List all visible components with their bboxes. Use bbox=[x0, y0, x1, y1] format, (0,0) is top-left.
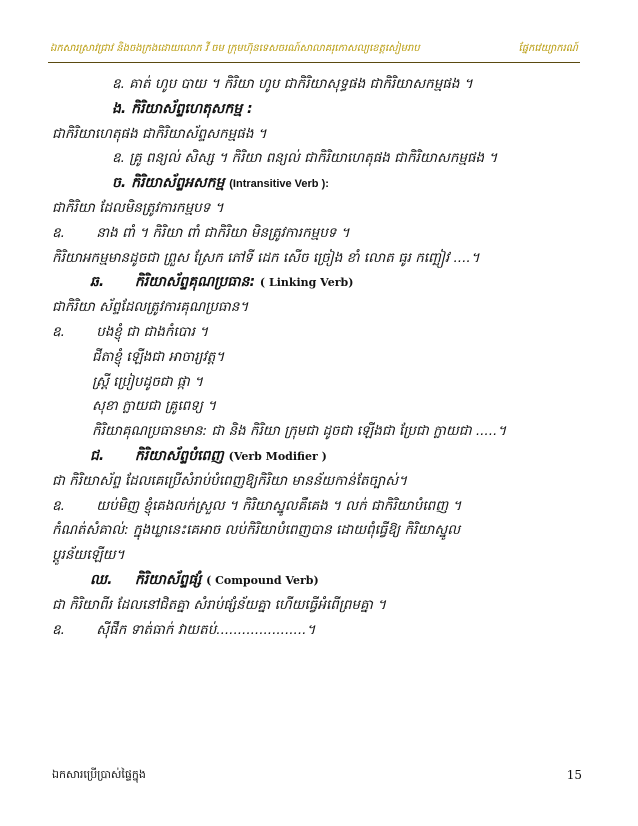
example-line: ឧ. បងខ្ញុំ ជា ជាងកំបោរ ។ bbox=[52, 320, 592, 345]
section-marker: ជ. bbox=[90, 447, 105, 464]
example-marker: ឧ. bbox=[52, 497, 65, 514]
english-term: ( Linking Verb) bbox=[259, 276, 354, 290]
body-line: ជា កិរិយាស័ព្ទ ដែលគេប្រើសំរាប់បំពេញឱ្យកិរិយា មានន័យកាន់តែច្បាស់។ bbox=[52, 472, 407, 489]
english-term: (Verb Modifier ) bbox=[228, 449, 327, 463]
footer-label: ឯកសារប្រើប្រាស់ផ្ទៃក្នុង bbox=[52, 768, 146, 781]
section-heading: ជ. កិរិយាស័ព្ទបំពេញ (Verb Modifier ) bbox=[52, 444, 592, 469]
english-term: (Intransitive Verb ): bbox=[229, 178, 329, 191]
section-marker: ឆ. bbox=[90, 274, 105, 291]
example-line: ជីតាខ្ញុំ ឡើងជា អាចារ្យវត្ត។ bbox=[92, 348, 225, 365]
note-line: កំណត់សំគាល់: ក្នុងឃ្លានេះគេអាច លប់កិរិយាបំពេញបាន ដោយពុំធ្វើឱ្យ កិរិយាស្នូល bbox=[52, 522, 461, 539]
body-line: ជាកិរិយា ដែលមិនត្រូវការកម្មបទ ។ bbox=[52, 199, 224, 216]
document-body bbox=[52, 72, 592, 642]
note-line: ប្តូរន័យឡើយ។ bbox=[52, 547, 125, 564]
section-marker: ឈ. bbox=[90, 571, 113, 588]
body-line: ជាកិរិយាហេតុផង ជាកិរិយាស័ព្ទសកម្មផង ។ bbox=[52, 125, 267, 142]
page-header bbox=[48, 38, 580, 63]
header-section: ផ្នែកវេយ្យាករណ៍ bbox=[518, 43, 578, 54]
body-line: ជាកិរិយា ស័ព្ទដែលត្រូវការគុណប្រធាន។ bbox=[52, 299, 249, 316]
section-heading: ង. កិរិយាស័ព្ទហេតុសកម្ម : bbox=[112, 100, 253, 117]
example-line: ឧ. ស៊ីផឹក ទាត់ធាក់ វាយតប់.....................។ bbox=[52, 618, 592, 643]
body-line: កិរិយាអកម្មមានដូចជា ព្រួស ស្រែក ភៅទី ដេក សើច ច្រៀង ខាំ លោត ធូរ កញ្ឆៀវ ....។ bbox=[52, 249, 480, 266]
example-marker: ឧ. bbox=[52, 323, 65, 340]
page-footer bbox=[52, 768, 582, 788]
page-number: 15 bbox=[566, 768, 582, 782]
example-line: ឧ. គ្រូ ពន្យល់ សិស្ស ។ កិរិយា ពន្យល់ ជាកិរិយាហេតុផង ជាកិរិយាសកម្មផង ។ bbox=[112, 150, 498, 167]
section-heading: ច. កិរិយាស័ព្ទអសកម្ម (Intransitive Verb ): bbox=[112, 175, 329, 192]
header-source: ឯកសារស្រាវជ្រាវ និងចងក្រងដោយលោក វី ចម ក្រុមហ៊ុនទេសចរណ៍សាលាគរុកោសល្យខេត្តសៀមរាប bbox=[50, 43, 420, 54]
example-marker: ឧ. bbox=[52, 224, 65, 241]
example-line: ស្ត្រី ប្រៀបដូចជា ផ្កា ។ bbox=[92, 373, 203, 390]
section-heading: ឆ. កិរិយាស័ព្ទគុណប្រធាន: ( Linking Verb) bbox=[52, 270, 592, 295]
body-line: កិរិយាគុណប្រធានមាន: ជា និង កិរិយា ក្រុមជា ដូចជា ឡើងជា ប្រែជា ក្លាយជា .....។ bbox=[92, 423, 507, 440]
example-line: សុខា ក្លាយជា គ្រូពេទ្យ ។ bbox=[92, 398, 217, 415]
body-line: ជា កិរិយាពីរ ដែលនៅជិតគ្នា សំរាប់ផ្សំន័យគ្នា ហើយធ្វើអំពើព្រមគ្នា ។ bbox=[52, 596, 387, 613]
example-line: ឧ. យប់មិញ ខ្ញុំគេងលក់ស្រួល ។ កិរិយាស្នូលគឺគេង ។ លក់ ជាកិរិយាបំពេញ ។ bbox=[52, 494, 592, 519]
example-marker: ឧ. bbox=[52, 621, 65, 638]
example-line: ឧ. គាត់ ហូប បាយ ។ កិរិយា ហូប ជាកិរិយាសុទ្ធផង ជាកិរិយាសកម្មផង ។ bbox=[112, 76, 473, 92]
english-term: ( Compound Verb) bbox=[206, 573, 319, 587]
example-line: ឧ. នាង ពាំ ។ កិរិយា ពាំ ជាកិរិយា មិនត្រូវការកម្មបទ ។ bbox=[52, 221, 592, 246]
section-heading: ឈ. កិរិយាស័ព្ទផ្សំ ( Compound Verb) bbox=[52, 568, 592, 593]
